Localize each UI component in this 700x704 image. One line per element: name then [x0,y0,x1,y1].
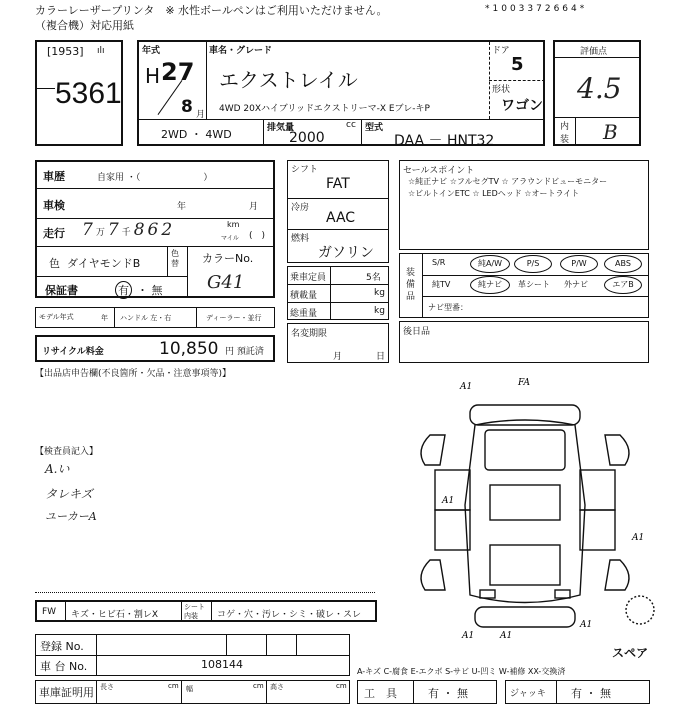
damage-mark: A1 [462,631,475,641]
mile-unit: マイル [221,235,239,242]
equipment-grid [422,255,648,295]
damage-mark: A1 [500,631,513,641]
length-label: 長さ [100,683,114,691]
equip-tv: 純TV [432,280,451,289]
length-cm: cm [168,682,179,690]
front-bumper [470,405,580,425]
score-box [553,40,641,146]
interior-label: 内 [560,122,570,132]
body-label: 形状 [492,85,511,95]
displacement: 2000 [289,130,325,146]
recycle-label: リサイクル料金 [42,347,104,357]
jack-value: 有 ・ 無 [571,687,611,700]
model-year-label: モデル年式 [39,313,74,321]
fuel-label: 燃料 [291,234,310,244]
right-front-fender [605,435,629,465]
equip-ps: P/S [514,255,552,273]
mile-paren: ( ) [249,231,266,241]
sale-points-box [399,160,649,250]
lot-box [35,40,123,146]
hood [485,430,565,470]
spare-label: スペア [612,646,649,660]
sale-points-line2: ☆ビルトインETC ☆ LEDヘッド ☆オートライト [408,189,580,198]
later-items-label: 後日品 [403,327,431,337]
tools-box [357,680,497,704]
month-unit: 月 [196,110,206,120]
name-change-box [287,323,389,363]
fw-row [35,600,377,622]
jack-box [505,680,650,704]
warranty-no: ・ 無 [137,284,163,297]
registration-label: 登録 No. [40,640,84,653]
left-rear-fender [421,560,445,590]
seller-notes-label: 【出品店申告欄(不良箇所・欠品・注意事項等)】 [35,369,232,379]
chassis-number: 108144 [201,658,243,671]
month: 8 [181,97,193,117]
capacity-label: 乗車定員 [290,273,327,283]
dealer: ディーラー・並行 [206,314,262,322]
inspector-label: 【検査員記入】 [35,447,99,457]
lot-mark: ılı [97,46,105,56]
body-type: ワゴン [501,98,543,114]
doors: 5 [511,54,524,75]
sale-points-line1: ☆純正ナビ ☆フルセグTV ☆ アラウンドビューモニター [408,177,608,186]
damage-mark: A1 [580,620,593,630]
later-items-box [399,321,649,363]
rear-bumper [475,607,575,627]
shift: FAT [326,176,350,192]
equip-ext-navi: 外ナビ [564,280,588,289]
name-change-label: 名変期限 [291,329,328,339]
gross-kg: kg [374,306,385,316]
seat-items: コゲ・穴・汚レ・シミ・破レ・スレ [217,610,362,620]
model-label: 型式 [365,123,384,133]
inspector-note: ユーカーA [45,510,97,523]
recycle-unit: 円 預託済 [225,347,264,357]
jack-label: ジャッキ [510,689,546,699]
history-value: 自家用 ・（ ） [97,173,213,183]
ac: AAC [326,210,356,226]
history-table [35,160,275,298]
warranty-label: 保証書 [45,284,78,297]
year: 27 [161,58,195,86]
color-label: 色 [49,257,60,270]
width-label: 幅 [186,685,193,693]
seat-label: シート内装 [184,603,205,620]
equip-abs: ABS [604,255,642,273]
car-name: エクストレイル [219,68,358,92]
tools-value: 有 ・ 無 [428,687,468,700]
damage-legend: A-キズ C-腐食 E-エクボ S-サビ U-凹ミ W-補修 XX-交換済 [357,667,566,676]
color-value: ダイヤモンドB [67,257,141,270]
equip-leather: 革シート [518,280,550,289]
interior-score: B [603,120,618,144]
lot-number: 5361 [55,77,122,110]
navi-model-label: ナビ型番： [428,303,468,312]
gross-label: 総重量 [290,309,318,319]
inspector-note: A.い [45,462,70,476]
right-rear-fender [605,560,629,590]
era: H [145,64,161,88]
model-year-unit: 年 [101,314,108,322]
inspection-month: 月 [249,202,259,212]
damage-mark: A1 [460,382,473,392]
year-label: 年式 [142,46,161,56]
capacity-box [287,266,389,320]
recycle-box [35,335,275,362]
mileage-value: 7万7千862 [82,220,176,240]
equip-navi: 純ナビ [470,276,510,294]
garage-row [35,680,350,704]
chassis-label: 車 台 No. [40,660,88,673]
capacity: 5名 [366,273,381,283]
name-label: 車名・グレード [209,46,273,56]
spare-tire-icon [626,596,654,624]
roof [490,485,560,520]
rear [490,545,560,585]
color-change-label: 色替 [171,249,179,268]
km-unit: km [227,220,240,229]
tools-label: 工 具 [364,687,397,700]
name-change-month: 月 [333,352,343,362]
inspection-label: 車検 [43,199,65,212]
damage-mark: A1 [442,496,455,506]
fw-items: キズ・ヒビ石・割レX [71,610,158,620]
door-label: ドア [492,46,510,56]
cc-unit: cc [346,120,356,130]
equipment-label: 装備品 [406,268,416,302]
sale-points-label: セールスポイント [403,166,475,176]
equip-sr: S/R [432,258,446,267]
lot-ref: [1953] [47,45,84,58]
car-damage-diagram [400,375,670,645]
recycle-amount: 10,850 [159,339,219,359]
car-body [465,420,585,603]
left-door-rear [435,510,470,550]
fw-label: FW [42,607,57,617]
right-door-rear [580,510,615,550]
load-kg: kg [374,288,385,298]
damage-mark: FA [518,378,530,388]
left-front-fender [421,435,445,465]
load-label: 積載量 [290,291,318,301]
registration-table [35,634,350,676]
width-cm: cm [253,682,264,690]
header-note: カラーレーザープリンタ ※ 水性ボールペンはご利用いただけません。 [35,4,388,17]
color-no-label: カラーNo. [202,252,254,265]
history-label: 車歴 [43,170,65,183]
equip-airbag: エアB [604,276,642,294]
damage-mark: A1 [632,533,645,543]
height-cm: cm [336,682,347,690]
specs-box [287,160,389,263]
interior-label-2: 装 [560,135,570,145]
equip-alloy-wheels: 純A/W [470,255,510,273]
garage-label: 車庫証明用 [39,686,94,699]
vehicle-box [137,40,545,149]
ac-label: 冷房 [291,203,310,213]
handle: ハンドル 左・右 [120,314,172,322]
shift-label: シフト [291,165,319,175]
inspection-year: 年 [177,202,187,212]
name-change-day: 日 [376,352,386,362]
grade: 4WD 20Xハイブリッドエクストリーマ-X Eブレ-キP [219,104,430,114]
model-year-row [35,307,275,328]
barcode: *1003372664* [485,4,588,14]
drive: 2WD ・ 4WD [161,128,232,141]
displacement-label: 排気量 [267,123,295,133]
fuel: ガソリン [318,245,374,261]
height-label: 高さ [270,683,284,691]
equip-pw: P/W [560,255,598,273]
color-no: G41 [207,272,245,293]
inspector-note: タレキズ [45,487,93,501]
score-value: 4.5 [577,72,622,105]
mileage-label: 走行 [43,227,65,240]
model-code: DAA － HNT32 [394,133,495,149]
score-label: 評価点 [580,47,608,57]
header-note-2: （複合機）対応用紙 [35,19,134,32]
warranty-yes: 有 [115,281,132,299]
